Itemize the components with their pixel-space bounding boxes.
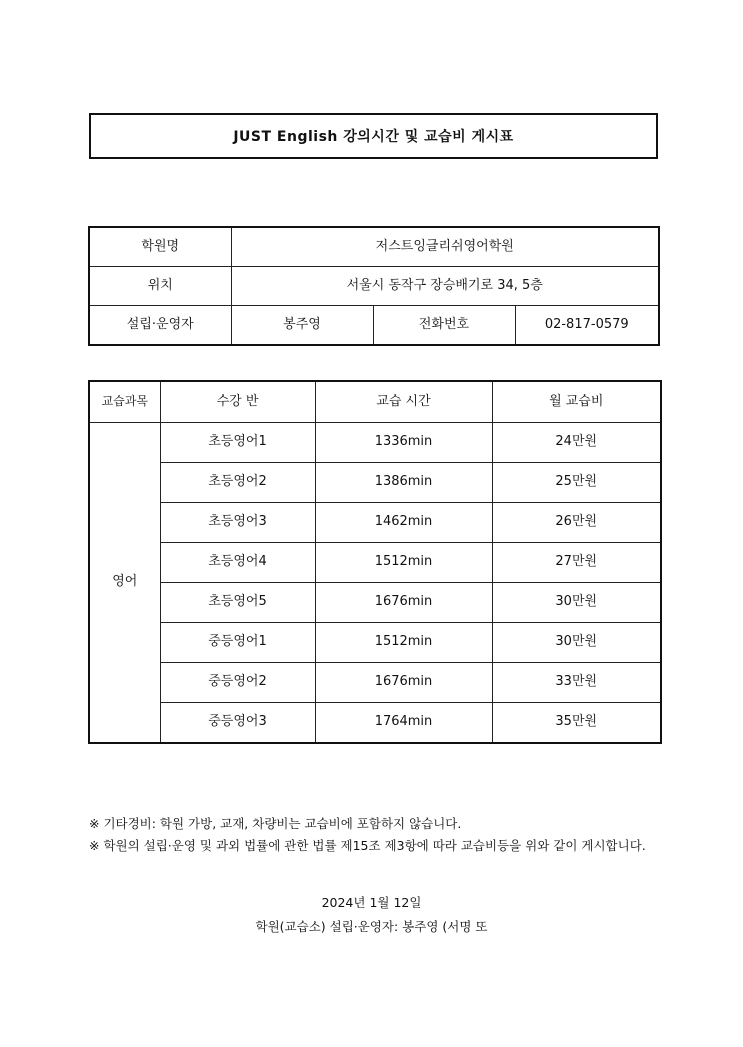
note-legal-basis: ※ 학원의 설립·운영 및 과외 법률에 관한 법률 제15조 제3항에 따라 교습비등을 위와 같이 게시합니다. [89, 838, 646, 853]
note-extra-costs: ※ 기타경비: 학원 가방, 교재, 차량비는 교습비에 포함하지 않습니다. [89, 816, 462, 831]
time-cell: 1676min [315, 583, 492, 623]
signer-line: 학원(교습소) 설립·운영자: 봉주영 (서명 또 [255, 919, 488, 934]
time-cell: 1386min [315, 463, 492, 503]
header-fee: 월 교습비 [492, 381, 661, 423]
header-class: 수강 반 [160, 381, 315, 423]
fee-cell: 33만원 [492, 663, 661, 703]
fee-cell: 30만원 [492, 583, 661, 623]
class-cell: 초등영어2 [160, 463, 315, 503]
founder-row [89, 306, 659, 346]
subject-cell: 영어 [89, 423, 160, 744]
phone-value: 02-817-0579 [515, 306, 659, 346]
time-cell: 1512min [315, 623, 492, 663]
table-row [89, 503, 661, 543]
time-cell: 1462min [315, 503, 492, 543]
fee-cell: 26만원 [492, 503, 661, 543]
class-cell: 초등영어4 [160, 543, 315, 583]
academy-name-value: 저스트잉글리쉬영어학원 [231, 227, 659, 267]
class-cell: 중등영어1 [160, 623, 315, 663]
fee-cell: 25만원 [492, 463, 661, 503]
time-cell: 1676min [315, 663, 492, 703]
notes [89, 813, 657, 857]
founder-label: 설립·운영자 [89, 306, 231, 346]
posting-date: 2024년 1월 12일 [321, 895, 422, 910]
location-value: 서울시 동작구 장승배기로 34, 5층 [231, 267, 659, 306]
location-row [89, 267, 659, 306]
phone-label: 전화번호 [373, 306, 515, 346]
table-row [89, 463, 661, 503]
class-cell: 중등영어3 [160, 703, 315, 744]
table-row [89, 543, 661, 583]
founder-value: 봉주영 [231, 306, 373, 346]
course-table [88, 380, 662, 744]
time-cell: 1764min [315, 703, 492, 744]
academy-name-label: 학원명 [89, 227, 231, 267]
header-subject: 교습과목 [89, 381, 160, 423]
academy-info-table [88, 226, 660, 346]
fee-cell: 30만원 [492, 623, 661, 663]
class-cell: 초등영어5 [160, 583, 315, 623]
academy-name-row [89, 227, 659, 267]
header-time: 교습 시간 [315, 381, 492, 423]
page-title: JUST English 강의시간 및 교습비 게시표 [89, 113, 658, 159]
course-header-row [89, 381, 661, 423]
table-row [89, 663, 661, 703]
class-cell: 초등영어1 [160, 423, 315, 463]
table-row [89, 623, 661, 663]
fee-cell: 24만원 [492, 423, 661, 463]
class-cell: 초등영어3 [160, 503, 315, 543]
time-cell: 1512min [315, 543, 492, 583]
location-label: 위치 [89, 267, 231, 306]
class-cell: 중등영어2 [160, 663, 315, 703]
fee-cell: 35만원 [492, 703, 661, 744]
fee-cell: 27만원 [492, 543, 661, 583]
table-row [89, 703, 661, 744]
table-row [89, 583, 661, 623]
time-cell: 1336min [315, 423, 492, 463]
table-row [89, 423, 661, 463]
